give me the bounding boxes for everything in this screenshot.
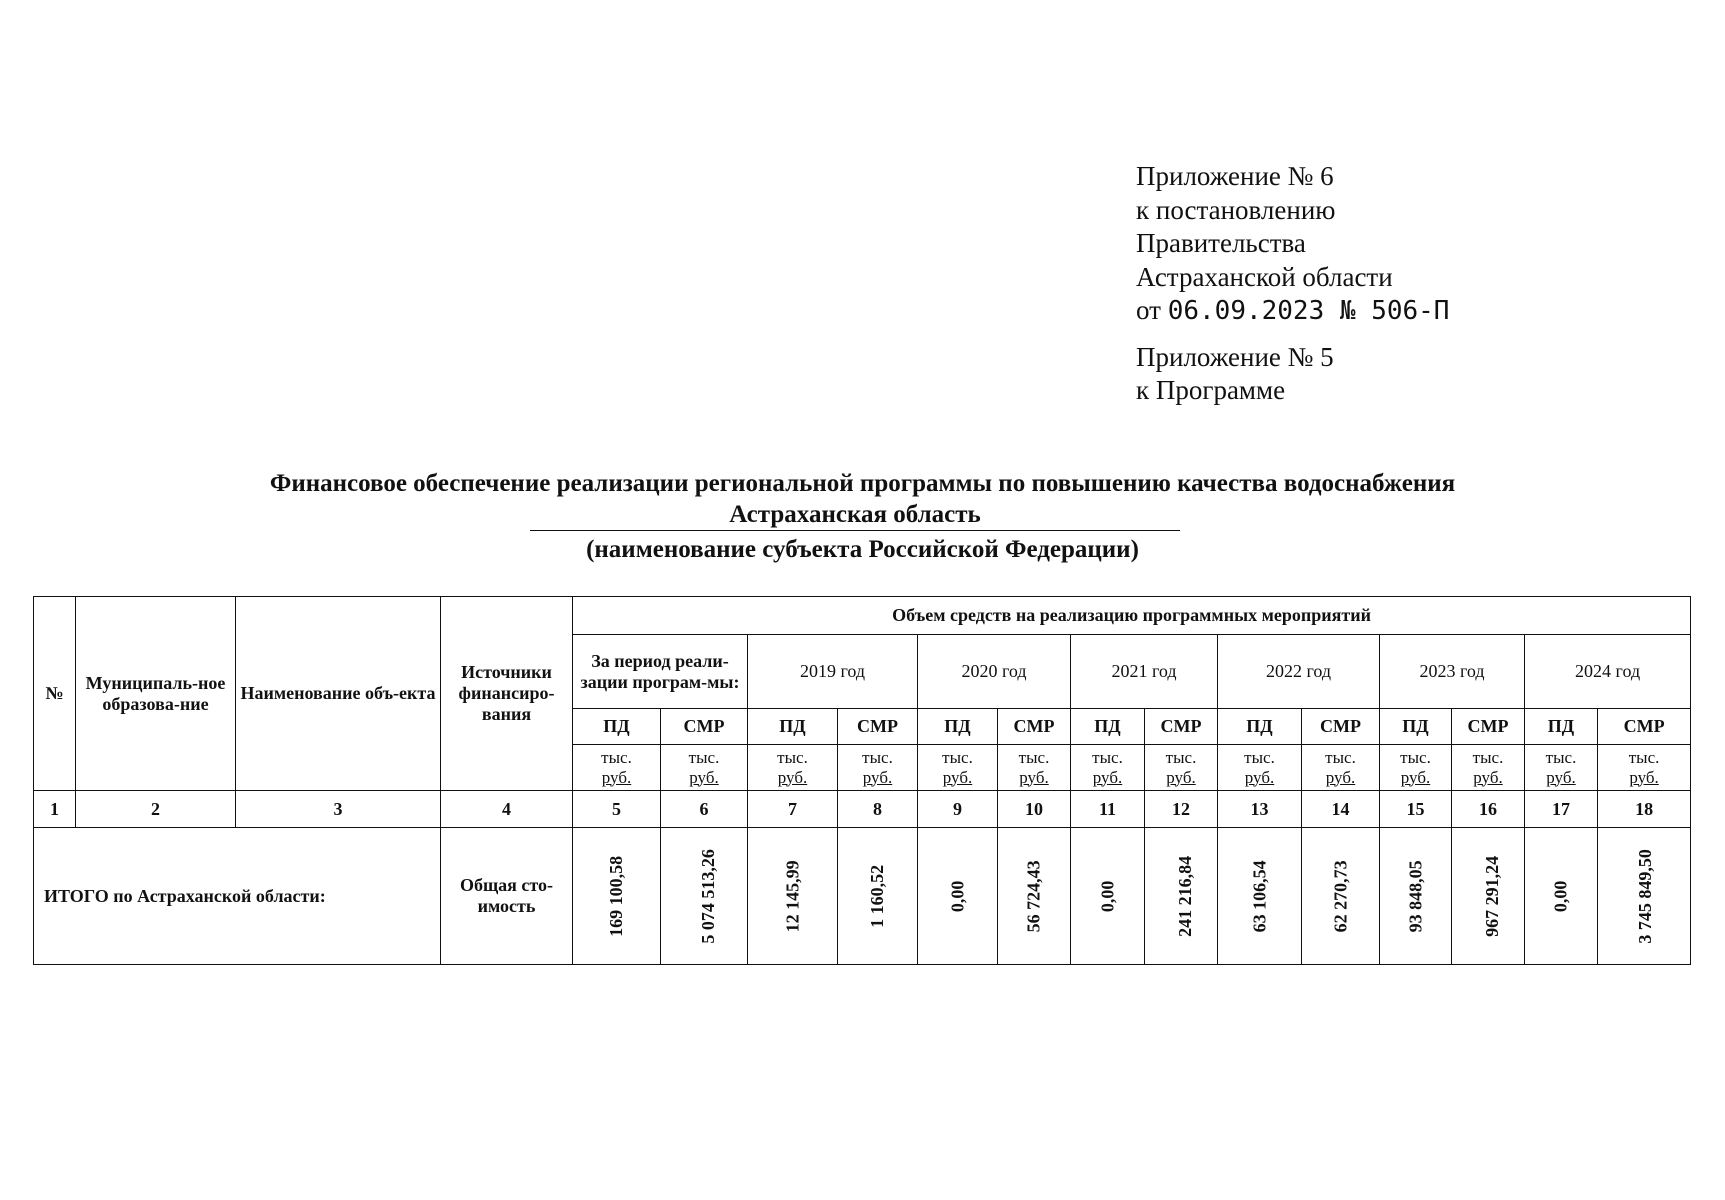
total-value-cell <box>573 828 661 965</box>
unit-cell <box>1525 745 1598 791</box>
total-value-cell <box>1452 828 1525 965</box>
approval-line: Правительства <box>1136 228 1306 258</box>
total-label: ИТОГО по Астраханской области: <box>34 828 441 965</box>
header-sources: Источники финансиро-вания <box>441 597 573 791</box>
unit-line1: тыс. <box>1018 747 1050 767</box>
unit-line1: тыс. <box>1165 747 1197 767</box>
unit-line1: тыс. <box>1472 747 1504 767</box>
total-value: 93 848,05 <box>1405 860 1426 932</box>
approval-block <box>1136 160 1449 408</box>
header-smr: СМР <box>1452 709 1525 745</box>
total-value-cell <box>1218 828 1302 965</box>
column-number: 15 <box>1380 791 1452 828</box>
unit-cell <box>1452 745 1525 791</box>
total-value: 12 145,99 <box>782 860 803 932</box>
unit-cell <box>1380 745 1452 791</box>
unit-line1: тыс. <box>777 747 808 767</box>
column-number: 3 <box>236 791 441 828</box>
unit-line2: руб. <box>1400 767 1431 787</box>
total-value: 0,00 <box>1550 880 1571 912</box>
header-pd: ПД <box>1525 709 1598 745</box>
unit-line2: руб. <box>689 767 719 787</box>
unit-line1: тыс. <box>1325 747 1356 767</box>
total-value-cell <box>838 828 918 965</box>
unit-cell <box>918 745 998 791</box>
header-year: 2020 год <box>918 635 1071 709</box>
total-source: Общая сто-имость <box>441 828 573 965</box>
unit-line1: тыс. <box>601 747 632 767</box>
unit-cell <box>1302 745 1380 791</box>
unit-cell <box>998 745 1071 791</box>
header-no: № <box>34 597 76 791</box>
unit-line1: тыс. <box>1628 747 1660 767</box>
header-pd: ПД <box>748 709 838 745</box>
subject-name: Астраханская область <box>530 501 1180 531</box>
column-number: 8 <box>838 791 918 828</box>
total-value: 56 724,43 <box>1023 860 1044 932</box>
column-number: 11 <box>1071 791 1145 828</box>
unit-cell <box>1145 745 1218 791</box>
unit-cell <box>1218 745 1302 791</box>
unit-line2: руб. <box>1166 767 1196 787</box>
unit-cell <box>573 745 661 791</box>
unit-cell <box>1598 745 1691 791</box>
total-value: 3 745 849,50 <box>1634 848 1655 944</box>
header-pd: ПД <box>1380 709 1452 745</box>
document-title: Финансовое обеспечение реализации региональной программы по повышению качества водоснабжения <box>269 470 1456 497</box>
total-value-cell <box>998 828 1071 965</box>
unit-line1: тыс. <box>688 747 720 767</box>
header-smr: СМР <box>838 709 918 745</box>
total-value: 62 270,73 <box>1330 860 1351 932</box>
header-pd: ПД <box>573 709 661 745</box>
total-value: 241 216,84 <box>1175 855 1196 937</box>
column-number: 17 <box>1525 791 1598 828</box>
total-value: 1 160,52 <box>867 864 888 928</box>
unit-line2: руб. <box>1092 767 1123 787</box>
approval-date-prefix: от <box>1136 295 1161 325</box>
header-object: Наименование объ-екта <box>236 597 441 791</box>
approval-date-line <box>1136 294 1449 329</box>
unit-line2: руб. <box>601 767 632 787</box>
total-value: 967 291,24 <box>1482 855 1503 937</box>
column-number: 7 <box>748 791 838 828</box>
column-number: 16 <box>1452 791 1525 828</box>
header-smr: СМР <box>1598 709 1691 745</box>
unit-line1: тыс. <box>862 747 893 767</box>
header-smr: СМР <box>661 709 748 745</box>
unit-line2: руб. <box>1473 767 1503 787</box>
subject-caption: (наименование субъекта Российской Федерации) <box>586 536 1139 563</box>
approval-line: к Программе <box>1136 375 1286 405</box>
column-number: 1 <box>34 791 76 828</box>
unit-line1: тыс. <box>942 747 973 767</box>
column-number: 18 <box>1598 791 1691 828</box>
total-value-cell <box>918 828 998 965</box>
total-value-cell <box>748 828 838 965</box>
column-number: 12 <box>1145 791 1218 828</box>
unit-line2: руб. <box>1546 767 1576 787</box>
total-value-cell <box>1525 828 1598 965</box>
total-value: 169 100,58 <box>606 855 627 937</box>
total-value: 0,00 <box>1097 880 1118 912</box>
column-number: 6 <box>661 791 748 828</box>
unit-line1: тыс. <box>1244 747 1275 767</box>
header-smr: СМР <box>1302 709 1380 745</box>
total-value-cell <box>1071 828 1145 965</box>
approval-line: Приложение № 5 <box>1136 341 1334 372</box>
unit-line2: руб. <box>1244 767 1275 787</box>
total-value-cell <box>661 828 748 965</box>
total-value: 0,00 <box>947 880 968 912</box>
header-year: 2019 год <box>748 635 918 709</box>
total-value: 5 074 513,26 <box>697 848 718 944</box>
total-value: 63 106,54 <box>1249 860 1270 932</box>
header-pd: ПД <box>1071 709 1145 745</box>
total-value-cell <box>1380 828 1452 965</box>
header-group: Объем средств на реализацию программных мероприятий <box>573 597 1691 635</box>
header-smr: СМР <box>998 709 1071 745</box>
unit-cell <box>1071 745 1145 791</box>
total-value-cell <box>1145 828 1218 965</box>
unit-line2: руб. <box>862 767 893 787</box>
header-year: 2023 год <box>1380 635 1525 709</box>
approval-line: Астраханской области <box>1136 261 1393 292</box>
header-year: 2022 год <box>1218 635 1380 709</box>
unit-line2: руб. <box>942 767 973 787</box>
header-year: 2024 год <box>1525 635 1691 709</box>
unit-line1: тыс. <box>1092 747 1123 767</box>
column-number: 9 <box>918 791 998 828</box>
header-municipality: Муниципаль-ное образова-ние <box>76 597 236 791</box>
column-number: 2 <box>76 791 236 828</box>
approval-line: Приложение № 6 <box>1136 161 1334 191</box>
unit-line1: тыс. <box>1400 747 1431 767</box>
unit-cell <box>838 745 918 791</box>
unit-cell <box>661 745 748 791</box>
column-number: 14 <box>1302 791 1380 828</box>
unit-line2: руб. <box>1325 767 1356 787</box>
unit-line2: руб. <box>777 767 808 787</box>
header-pd: ПД <box>1218 709 1302 745</box>
total-value-cell <box>1598 828 1691 965</box>
column-number: 13 <box>1218 791 1302 828</box>
column-number: 4 <box>441 791 573 828</box>
unit-line2: руб. <box>1019 767 1049 787</box>
financing-table <box>33 596 1691 965</box>
unit-line1: тыс. <box>1545 747 1577 767</box>
header-year: 2021 год <box>1071 635 1218 709</box>
approval-date-number: 06.09.2023 № 506-П <box>1167 296 1450 326</box>
column-number: 10 <box>998 791 1071 828</box>
approval-line: к постановлению <box>1136 194 1336 225</box>
header-smr: СМР <box>1145 709 1218 745</box>
header-period: За период реали-зации програм-мы: <box>573 635 748 709</box>
unit-line2: руб. <box>1629 767 1659 787</box>
header-pd: ПД <box>918 709 998 745</box>
total-value-cell <box>1302 828 1380 965</box>
unit-cell <box>748 745 838 791</box>
column-number: 5 <box>573 791 661 828</box>
